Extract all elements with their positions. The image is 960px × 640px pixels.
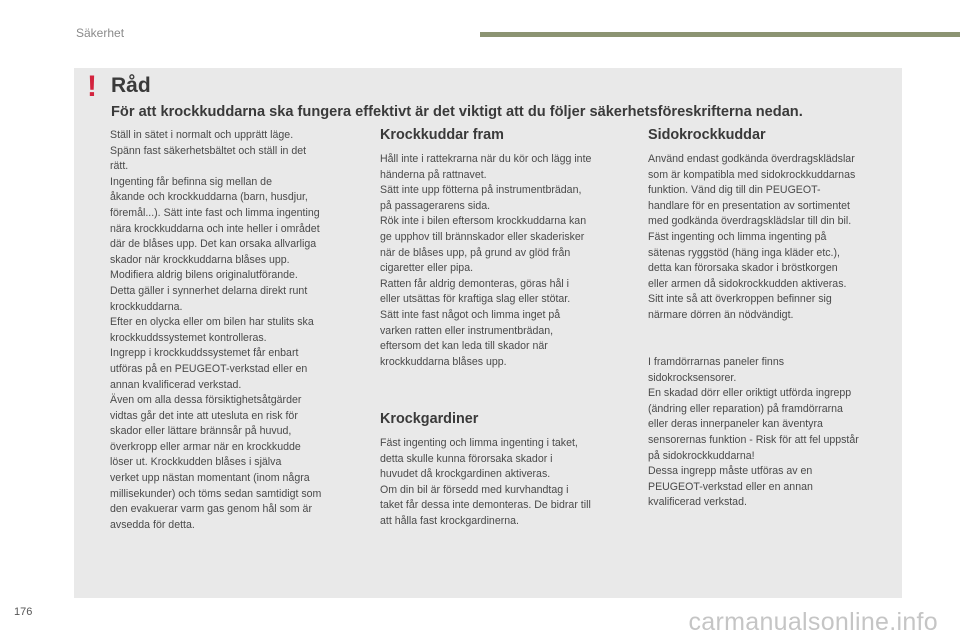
- side-sensors-section: [648, 355, 903, 511]
- front-airbags-section: [380, 126, 635, 370]
- side-airbags-section: [648, 126, 903, 324]
- curtain-airbags-heading: Krockgardiner: [380, 411, 479, 427]
- curtain-airbags-section: [380, 410, 635, 530]
- curtain-airbags-text: Fäst ingenting och limma ingenting i taket, detta skulle kunna förorsaka skador i huvudet då krockgardinen aktiveras. Om din bil är försedd med kurvhandtag i taket får dessa inte demonteras. De bidrar till att hålla fast krockgardinerna.: [380, 437, 591, 527]
- side-airbags-text: Använd endast godkända överdragsklädslar som är kompatibla med sidokrockkuddarnas funktion. Vänd dig till din PEUGEOT- handlare för en presentation av sortimentet med godkända överdragsklädslar till din bil. Fäst ingenting och limma ingenting på sätenas ryggstöd (häng inga kläder etc.), detta kan förorsaka skador i bröstkorgen eller armen då sidokrockkudden aktiveras. Sitt inte så att överkroppen befinner sig närmare dörren än nödvändigt.: [648, 153, 856, 321]
- header-accent-bar: [480, 32, 960, 37]
- front-airbags-text: Håll inte i rattekrarna när du kör och lägg inte händerna på rattnavet. Sätt inte upp fötterna på instrumentbrädan, på passagerarens sida. Rök inte i bilen eftersom krockkuddarna kan ge upphov till brännskador eller skaderisker när de blåses upp, på grund av glöd från cigaretter eller pipa. Ratten får aldrig demonteras, göras hål i eller utsättas för kraftiga slag eller stötar. Sätt inte fast något och limma inget på varken ratten eller instrumentbrädan, eftersom det kan leda till skador när krockkuddarna blåses upp.: [380, 153, 592, 368]
- intro-text: Ställ in sätet i normalt och upprätt läge. Spänn fast säkerhetsbältet och ställ in det rätt. Ingenting får befinna sig mellan de åkande och krockkuddarna (barn, husdjur, föremål...). Sätt inte fast och limma ingenting nära krockkuddarna och inte heller i området där de blåses upp. Det kan orsaka allvarliga skador när krockkuddarna blåses upp. Modifiera aldrig bilens originalutförande. Detta gäller i synnerhet delarna direkt runt krockkuddarna. Efter en olycka eller om bilen har stulits ska krockkuddssystemet kontrolleras. Ingrepp i krockkuddssystemet får enbart utföras på en PEUGEOT-verkstad eller en annan kvalificerad verkstad. Även om alla dessa försiktighetsåtgärder vidtas går det inte att utesluta en risk för skador eller lättare brännsår på huvud, överkropp eller armar när en krockkudde löser ut. Krockkudden blåses i själva verket upp nästan momentant (inom några millisekunder) och töms sedan samtidigt som den evakuerar varm gas genom hål som är avsedda för detta.: [110, 129, 322, 531]
- page-number: 176: [14, 606, 33, 618]
- front-airbags-heading: Krockkuddar fram: [380, 127, 504, 143]
- side-airbags-heading: Sidokrockkuddar: [648, 127, 766, 143]
- side-sensors-text: I framdörrarnas paneler finns sidokrocksensorer. En skadad dörr eller oriktigt utförda ingrepp (ändring eller reparation) på framdörrarna eller deras innerpaneler kan äventyra sensorernas funktion - Risk för att fel uppstår på sidokrockkuddarna! Dessa ingrepp måste utföras av en PEUGEOT-verkstad eller en annan kvalificerad verkstad.: [648, 356, 859, 509]
- panel-subtitle: För att krockkuddarna ska fungera effektivt är det viktigt att du följer säkerhetsföreskrifterna nedan.: [111, 104, 803, 120]
- intro-column: [110, 128, 360, 533]
- panel-title: Råd: [111, 74, 151, 97]
- section-label: Säkerhet: [76, 26, 125, 40]
- exclamation-icon: !: [87, 70, 97, 103]
- watermark: carmanualsonline.info: [688, 608, 938, 636]
